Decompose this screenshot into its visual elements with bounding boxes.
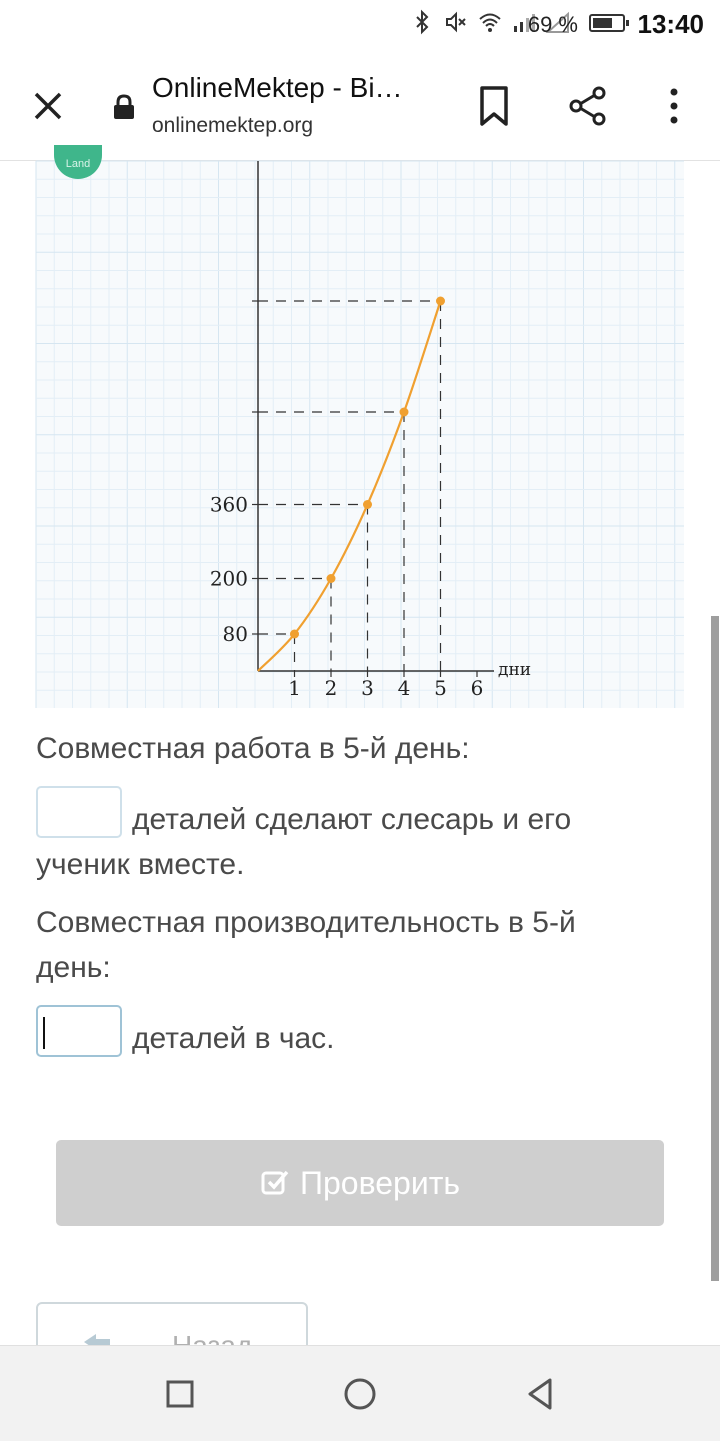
share-icon[interactable]: [566, 84, 610, 128]
lock-icon: [112, 94, 136, 120]
data-point: [290, 630, 299, 639]
question-2-heading-cont: день:: [36, 951, 111, 984]
text-caret: [43, 1017, 45, 1049]
page-content: [0, 158, 720, 1345]
back-icon[interactable]: [520, 1374, 560, 1414]
home-icon[interactable]: [340, 1374, 380, 1414]
wifi-icon: [478, 10, 502, 34]
y-tick-label: 80: [222, 622, 248, 646]
x-tick-label: 4: [397, 676, 411, 700]
more-vert-icon[interactable]: [658, 84, 690, 128]
land-badge: Land: [54, 145, 102, 179]
check-button[interactable]: [56, 1140, 664, 1226]
battery-icon: [589, 14, 625, 32]
scrollbar[interactable]: [711, 616, 719, 1281]
question-2-heading: Совместная производительность в 5-й: [36, 906, 576, 939]
recent-apps-icon[interactable]: [160, 1374, 200, 1414]
clock: 13:40: [637, 9, 704, 39]
y-tick-label: 360: [209, 492, 248, 517]
status-bar: [0, 0, 720, 50]
battery-level: [593, 18, 612, 28]
mute-icon: [444, 10, 468, 34]
bookmark-icon[interactable]: [474, 84, 514, 128]
checkbox-check-icon: [260, 1168, 290, 1198]
close-icon[interactable]: [26, 84, 70, 128]
answer-input-1[interactable]: [36, 786, 122, 838]
bluetooth-icon: [410, 10, 434, 34]
question-1-suffix-cont: ученик вместе.: [36, 848, 245, 881]
y-tick-label: 200: [209, 566, 248, 591]
data-point: [363, 500, 372, 509]
x-tick-label: 3: [361, 676, 374, 700]
question-1-suffix: деталей сделают слесарь и его: [132, 803, 572, 836]
battery-percent: 69 %: [527, 12, 578, 37]
x-axis-label: дни: [498, 660, 532, 680]
x-tick-label: 6: [470, 676, 484, 700]
page-title[interactable]: OnlineMektep - Bi…: [152, 72, 403, 103]
data-point: [327, 574, 336, 583]
answer-input-2[interactable]: [36, 1005, 122, 1057]
x-tick-label: 1: [288, 676, 301, 700]
data-point: [400, 408, 409, 417]
check-button-label: Проверить: [299, 1164, 461, 1201]
data-point: [436, 297, 445, 306]
question-1-heading: Совместная работа в 5-й день:: [36, 732, 470, 765]
x-tick-label: 2: [324, 676, 338, 700]
work-chart: [36, 161, 684, 708]
page-url[interactable]: onlinemektep.org: [152, 114, 314, 137]
question-2-suffix: деталей в час.: [132, 1022, 335, 1055]
x-tick-label: 5: [434, 676, 447, 700]
system-nav-bar: [0, 1345, 720, 1441]
browser-toolbar: [0, 50, 720, 161]
